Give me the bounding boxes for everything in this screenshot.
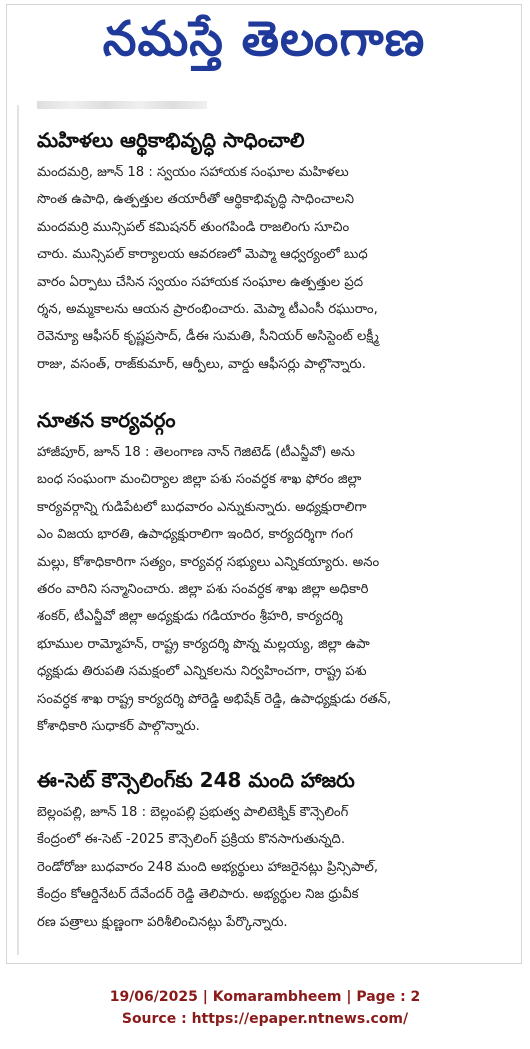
body-line: ధ్యక్షుడు తిరుపతి సమక్షంలో ఎన్నికలను నిర్వహించగా, రాష్ట్ర పశు (37, 664, 367, 680)
body-line: మల్లు, కోశాధికారిగా సత్యం, కార్యవర్గ సభ్యులు ఎన్నికయ్యారు. అనం (37, 554, 380, 570)
body-line: బెల్లంపల్లి, జూన్ 18 : బెల్లంపల్లి ప్రభుత్వ పాలిటెక్నిక్ కౌన్సెలింగ్ (37, 805, 349, 820)
body-line: చారు. మున్సిపల్ కార్యాలయ ఆవరణలో మెప్మా ఆధ్వర్యంలో బుధ (37, 247, 368, 263)
source-link[interactable]: Source : https://epaper.ntnews.com/ (121, 1011, 409, 1027)
body-line: కోశాధికారి సుధాకర్ పాల్గొన్నారు. (37, 719, 200, 735)
body-line: కార్యవర్గాన్ని గుడిపేటలో బుధవారం ఎన్నుకున్నారు. అధ్యక్షురాలిగా (37, 499, 367, 515)
article-women-economic-development (37, 125, 507, 378)
body-line: మందమర్రి, జూన్ 18 : స్వయం సహాయక సంఘాల మహిళలు (37, 165, 349, 180)
body-line: సొంత ఉపాధి, ఉత్పత్తుల తయారీతో ఆర్థికాభివృద్ధి సాధించాలని (37, 192, 355, 208)
edition-info: 19/06/2025 | Komarambheem | Page : 2 (109, 989, 421, 1005)
masthead (7, 11, 521, 81)
article-body (37, 799, 507, 936)
article-ecet-counselling (37, 765, 507, 936)
article-headline: మహిళలు ఆర్థికాభివృద్ధి సాధించాలి (37, 128, 305, 152)
source-footer (0, 986, 530, 1030)
body-line: కేంద్రంలో ఈ-సెట్ -2025 కౌన్సెలింగ్ ప్రక్రియ కొనసాగుతున్నది. (37, 832, 346, 848)
body-line: ఎం విజయ భారతి, ఉపాధ్యక్షురాలిగా ఇందిర, కార్యదర్శిగా గంగ (37, 527, 353, 543)
body-line: భూముల రామ్మోహన్, రాష్ట్ర కార్యదర్శి పొన్న మల్లయ్య, జిల్లా ఉపా (37, 636, 370, 652)
article-body (37, 159, 507, 378)
body-line: వారం ఏర్పాటు చేసిన స్వయం సహాయక సంఘాల ఉత్పత్తుల ప్రద (37, 274, 364, 290)
article-new-executive-committee (37, 405, 507, 740)
cropped-text-strip (37, 101, 207, 109)
body-line: రణ పత్రాలు క్షుణ్ణంగా పరిశీలించినట్లు పేర్కొన్నారు. (37, 914, 288, 930)
body-line: హాజీపూర్, జూన్ 18 : తెలంగాణ నాన్ గెజిటెడ్ (టీఎన్జీవో) అను (37, 445, 355, 460)
body-line: కేంద్రం కోఆర్డినేటర్ దేవేందర్ రెడ్డి తెలిపారు. అభ్యర్థుల నిజ ధ్రువీక (37, 887, 359, 903)
body-line: మందమర్రి మున్సిపల్ కమిషనర్ తుంగపిండి రాజలింగు సూచిం (37, 219, 350, 235)
article-headline: ఈ-సెట్ కౌన్సెలింగ్‌కు 248 మంది హాజరు (37, 768, 355, 792)
masthead-title: నమస్తే తెలంగాణ (102, 11, 426, 67)
body-line: ర్శన, అమ్మకాలను ఆయన ప్రారంభించారు. మెప్మా టీఎంసీ రఘురాం, (37, 302, 378, 318)
body-line: సంవర్ధక శాఖ రాష్ట్ర కార్యదర్శి పోరెడ్డి అభిషేక్ రెడ్డి, ఉపాధ్యక్షుడు రతన్, (37, 691, 392, 707)
body-line: రెండోరోజు బుధవారం 248 మంది అభ్యర్థులు హాజరైనట్లు ప్రిన్సిపాల్, (37, 859, 379, 875)
body-line: బంధ సంఘంగా మంచిర్యాల జిల్లా పశు సంవర్ధక శాఖ ఫోరం జిల్లా (37, 472, 362, 488)
body-line: రాజు, వసంత్, రాజ్‌కుమార్, ఆర్పీలు, వార్డు ఆఫీసర్లు పాల్గొన్నారు. (37, 356, 366, 372)
article-body (37, 439, 507, 740)
body-line: తరం వారిని సన్మానించారు. జిల్లా పశు సంవర్ధక శాఖ జిల్లా అధికారి (37, 582, 369, 598)
body-line: రెవెన్యూ ఆఫీసర్ కృష్ణప్రసాద్, డీఈ సుమతి, సీనియర్ అసిస్టెంట్ లక్ష్మీ (37, 329, 379, 345)
column-rule (17, 105, 19, 955)
article-headline: నూతన కార్యవర్గం (37, 408, 176, 432)
newspaper-clipping (6, 4, 522, 964)
body-line: శంకర్, టీఎన్జీవో జిల్లా అధ్యక్షుడు గడియారం శ్రీహరి, కార్యదర్శి (37, 609, 343, 625)
